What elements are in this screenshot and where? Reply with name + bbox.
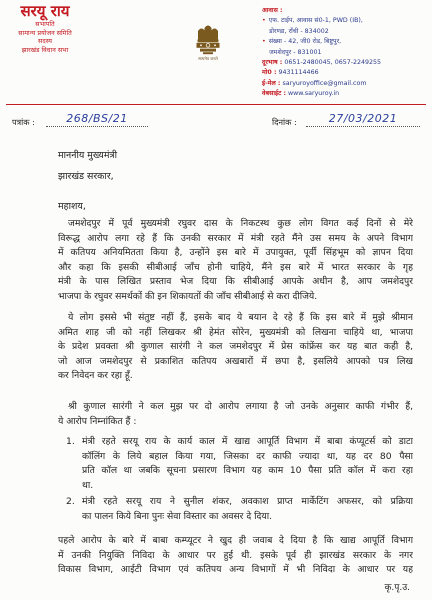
paragraph-4 <box>58 534 413 578</box>
text-line: प्रति कॉल था जबकि सूचना प्रसारण विभाग यह काम 10 पैसा प्रति कॉल में करा रहा <box>82 465 413 477</box>
mobile-row <box>262 68 428 78</box>
salutation: महाशय, <box>58 201 86 212</box>
text-line: का पालन किये बिना पुनः सेवा विस्तार का अवसर दे दिया. <box>82 510 273 522</box>
reference-label: पत्रांक : <box>12 117 35 127</box>
text-line: कर निवेदन कर रहा हूँ. <box>58 370 133 382</box>
website-row <box>262 89 428 99</box>
phone-value: 0651-2480045, 0657-2249255 <box>284 59 382 67</box>
emblem-motto: सत्यमेव जयते <box>198 56 218 61</box>
sender-title-member: सदस्य <box>38 37 52 46</box>
text-line: विरूद्ध आरोप लगा रहे हैं कि उनकी सरकार में मंत्री रहते मैंने उस समय के अपने विभाग <box>58 232 413 244</box>
national-emblem <box>188 24 228 61</box>
text-line: में कतिपय अनियमितता किया है, उन्होंने इस बारे में उपायुक्त, पूर्वी सिंहभूम को ज्ञापन दिया <box>58 247 413 259</box>
sender-name: सरयू राय <box>20 2 70 20</box>
text-line: श्री कुणाल सारंगी ने कल मुझ पर दो आरोप लगाया है जो उनके अनुसार काफी गंभीर हैं, <box>68 401 413 412</box>
mobile-label: मो0 : <box>262 69 277 77</box>
letterhead-sender <box>4 3 86 54</box>
sender-title-committee: सामान्य प्रयोजन समिति <box>18 28 72 37</box>
paragraph-2 <box>58 311 413 384</box>
text-line: था. <box>82 479 94 491</box>
date-label: दिनांक : <box>272 117 297 127</box>
email-value: saryuroyoffice@gmail.com <box>282 79 367 87</box>
text-line: मंत्री रहते सरयू राय के कार्य काल में खाद्य आपूर्ति विभाग में बाबा कंप्यूटर्स को डाटा <box>82 436 413 447</box>
text-line: भाजपा के रघुवर समर्थकों की इन शिकायतों की जाँच सीबीआई से करा दीजिये. <box>58 290 318 302</box>
paragraph-1 <box>58 217 413 305</box>
address-1-line-2: डोरण्डा, राँची - 834002 <box>269 27 329 35</box>
recipient-line-2: झारखंड सरकार, <box>58 171 114 182</box>
recipient-line-1: माननीय मुख्यमंत्री <box>58 150 118 161</box>
text-line: मंत्री रहते सरयू राय ने सुनील शंकर, अवकाश प्राप्त मार्केटिंग अफसर, को प्रक्रिया <box>82 496 413 507</box>
text-line: पहले आरोप के बारे में बाबा कम्प्यूटर ने खुद ही जवाब दे दिया है कि खाद्य आपूर्ति विभाग <box>58 535 413 546</box>
email-label: ई-मेल : <box>262 79 281 87</box>
letterhead-divider <box>6 104 426 105</box>
text-line: जो आज जमशेदपुर से प्रकाशित कतिपय अखबारों में छपा है, इसलिये आपको पत्र लिख <box>58 355 413 367</box>
address-2-line-1: • संख्या - 42, जी0 रोड, बिष्टुपुर, <box>262 37 428 47</box>
text-line: विकास विभाग, आईटी विभाग एवं कतिपय अन्य विभागों में भी निविदा के आधार पर यह <box>58 564 413 576</box>
text-line: कॉलिंग के लिये बहाल किया गया, जिसका दर काफी ज्यादा था, यह दर 80 पैसा <box>82 450 413 462</box>
text-line: ये लोग इससे भी संतुष्ट नहीं हैं, इसके बाद ये बयान दे रहे हैं कि इस बारे में मुझे श्रीमान <box>68 312 413 323</box>
letter-date: 27/03/2021 <box>306 111 420 127</box>
address-1-line-1: • एफ. टाईप, आवास सं0-1, PWD (IB), <box>262 16 428 26</box>
allegation-item-1 <box>66 435 413 493</box>
list-number: 2. <box>66 496 75 507</box>
text-line: के प्रदेश प्रवक्ता श्री कुणाल सारंगी ने कल जमशेदपुर में प्रेस कांफ्रेंस कर यह बात कही है, <box>58 341 413 353</box>
allegation-item-2 <box>66 495 413 524</box>
text-line: ये आरोप निम्नांकित हैं : <box>58 415 137 427</box>
sender-title-chairman: सभापति <box>35 20 55 28</box>
text-line: में उनकी नियुक्ति निविदा के आधार पर हुई थी. इसके पूर्व ही झारखंड सरकार के नगर <box>58 549 413 561</box>
address-2-line-2: जमशेदपुर - 831001 <box>269 48 322 56</box>
website-label: वेबसाईट : <box>262 90 286 98</box>
phone-label: दूरभाष : <box>262 59 283 67</box>
mobile-value: 9431114466 <box>278 69 319 77</box>
address-label: आवास : <box>262 7 283 14</box>
email-row <box>262 79 428 89</box>
paragraph-3 <box>58 400 413 429</box>
text-line: मंत्री के पास लिखित प्रस्ताव भेज दिया कि सीबीआई आपके अधीन है, आप जमशेदपुर <box>58 276 413 288</box>
text-line: जमशेदपुर में पूर्व मुख्यमंत्री रघुवर दास के निकटस्थ कुछ लोग विगत कई दिनों से मेरे <box>68 218 413 229</box>
reference-number: 268/BS/21 <box>46 111 148 127</box>
phone-row <box>262 58 428 68</box>
sender-title-assembly: झारखंड विधान सभा <box>21 45 69 54</box>
contact-block <box>262 6 428 100</box>
page-turn-note: कृ.पृ.उ. <box>384 583 410 593</box>
website-value: www.saryuroy.in <box>287 90 340 98</box>
text-line: अमित शाह जी को नहीं लिखकर श्री हेमंत सोरेन, मुख्यमंत्री को लिखना चाहिये था, भाजपा <box>58 326 413 338</box>
national-emblem-icon <box>195 24 221 56</box>
text-line: और कहा कि इसकी सीबीआई जाँच होनी चाहिये, मैंने इस बारे में भारत सरकार के गृह <box>58 261 413 273</box>
list-number: 1. <box>66 436 75 447</box>
